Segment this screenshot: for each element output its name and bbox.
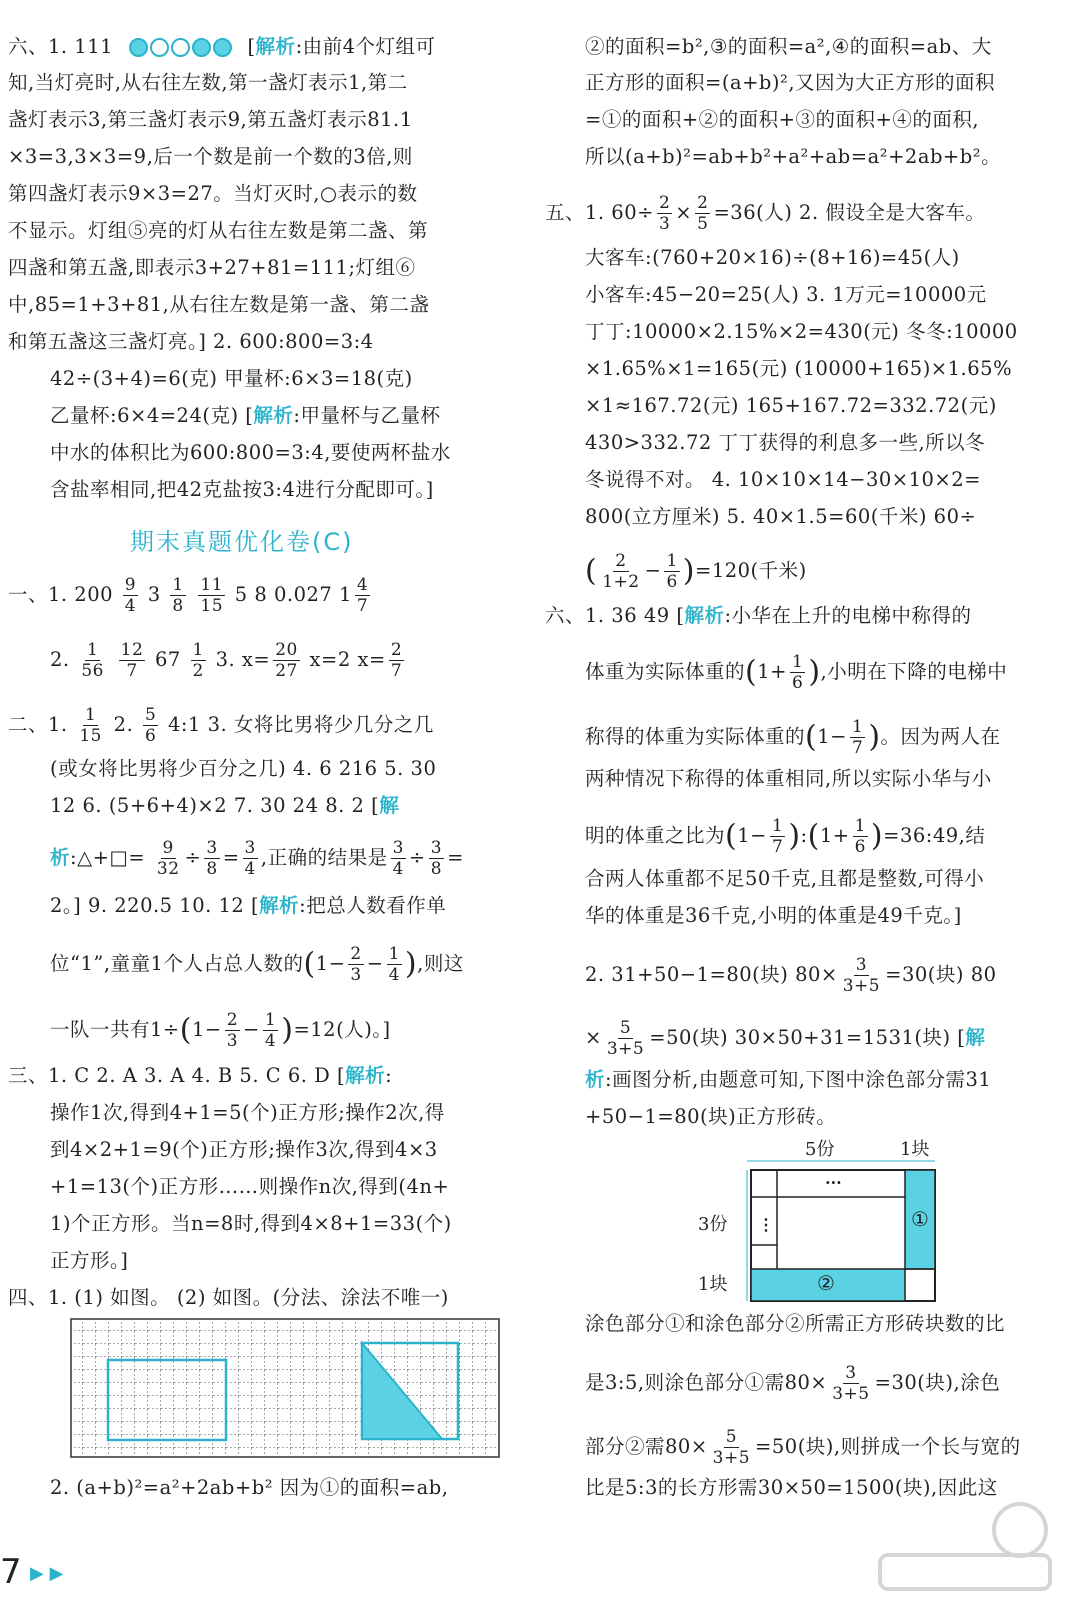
- answer-line: 五、1. 60÷ $\frac{2}{3}$ × $\frac{2}{5}$ =36(人) 2. 假设全是大客车。: [545, 193, 986, 234]
- answer-line: 到4×2+1=9(个)正方形;操作3次,得到4×3: [50, 1138, 438, 1161]
- answer-line: 2. 31+50−1=80(块) 80× $\frac{3}{3+5}$ =30(块) 80: [585, 955, 997, 996]
- answer-line: 称得的体重为实际体重的(1− $\frac{1}{7}$ )。因为两人在: [585, 717, 1001, 758]
- watermark-box-icon: [880, 1555, 1050, 1589]
- answer-line: =①的面积+②的面积+③的面积+④的面积,: [585, 108, 980, 131]
- answer-line: 知,当灯亮时,从右往左数,第一盏灯表示1,第二: [8, 71, 408, 94]
- answer-line: 析:画图分析,由题意可知,下图中涂色部分需31: [585, 1068, 992, 1091]
- answer-line: 六、1. 36 49 [解析:小华在上升的电梯中称得的: [545, 604, 972, 627]
- answer-line: 涂色部分①和涂色部分②所需正方形砖块数的比: [585, 1312, 1006, 1335]
- answer-line: 2. (a+b)²=a²+2ab+b² 因为①的面积=ab,: [50, 1476, 449, 1499]
- answer-line: +1=13(个)正方形……则操作n次,得到(4n+: [50, 1175, 450, 1198]
- answer-line: 三、1. C 2. A 3. A 4. B 5. C 6. D [解析:: [8, 1064, 393, 1087]
- section-title: 期末真题优化卷(C): [130, 528, 354, 556]
- answer-line: 四盏和第五盏,即表示3+27+81=111;灯组⑥: [8, 256, 416, 279]
- answer-line: × $\frac{5}{3+5}$ =50(块) 30×50+31=1531(块) [解: [585, 1018, 986, 1059]
- answer-line: 二、1. $\frac{1}{15}$ 2. $\frac{5}{6}$ 4:1 3. 女将比男将少几分之几: [8, 705, 434, 746]
- answer-line: 明的体重之比为(1− $\frac{1}{7}$ ):(1+ $\frac{1}{6}$ )=36:49,结: [585, 816, 986, 857]
- answer-line: 六、1. 111 [解析:由前4个灯组可: [8, 35, 436, 58]
- answer-line: 大客车:(760+20×16)÷(8+16)=45(人): [585, 246, 960, 269]
- answer-line: 位“1”,童童1个人占总人数的(1− $\frac{2}{3}$ − $\frac{1}{4}$ ),则这: [50, 944, 464, 985]
- answer-line: 2. $\frac{1}{56}$ $\frac{12}{7}$ 67 $\frac{1}{2}$ 3. x= $\frac{20}{27}$ x=2 x= $\frac{2}{7}$: [50, 640, 403, 681]
- answer-line: 正方形的面积=(a+b)²,又因为大正方形的面积: [585, 71, 996, 94]
- answer-line: 华的体重是36千克,小明的体重是49千克。]: [585, 904, 962, 927]
- answer-line: ×3=3,3×3=9,后一个数是前一个数的3倍,则: [8, 145, 413, 168]
- answer-line: 体重为实际体重的(1+ $\frac{1}{6}$ ),小明在下降的电梯中: [585, 652, 1008, 693]
- answer-line: 是3:5,则涂色部分①需80× $\frac{3}{3+5}$ =30(块),涂色: [585, 1363, 1001, 1404]
- answer-line: 一、1. 200 $\frac{9}{4}$ 3 $\frac{1}{8}$ $\frac{11}{15}$ 5 8 0.027 1 $\frac{4}{7}$: [8, 575, 369, 616]
- tile-diagram: [695, 1135, 1055, 1305]
- answer-line: 小客车:45−20=25(人) 3. 1万元=10000元: [585, 283, 987, 306]
- light-on-icon: [213, 38, 232, 57]
- answer-line: ②的面积=b²,③的面积=a²,④的面积=ab、大: [585, 35, 992, 58]
- light-group: [128, 35, 240, 58]
- watermark-ring-icon: [994, 1504, 1046, 1556]
- answer-line: ×1≈167.72(元) 165+167.72=332.72(元): [585, 394, 997, 417]
- answer-line: 430>332.72 丁丁获得的利息多一些,所以冬: [585, 431, 986, 454]
- answer-line: 42÷(3+4)=6(克) 甲量杯:6×3=18(克): [50, 367, 413, 390]
- answer-line: 含盐率相同,把42克盐按3:4进行分配即可。]: [50, 478, 434, 501]
- answer-line: 操作1次,得到4+1=5(个)正方形;操作2次,得: [50, 1101, 445, 1124]
- answer-line: 盏灯表示3,第三盏灯表示9,第五盏灯表示81.1: [8, 108, 413, 131]
- answer-line: 2。] 9. 220.5 10. 12 [解析:把总人数看作单: [50, 894, 447, 917]
- dots-vertical: ⋮: [758, 1215, 774, 1234]
- dots-horizontal: ···: [825, 1173, 842, 1192]
- answer-line: 12 6. (5+6+4)×2 7. 30 24 8. 2 [解: [50, 794, 400, 817]
- answer-line: 析:△+□= $\frac{9}{32}$ ÷ $\frac{3}{8}$ = $\frac{3}{4}$ ,正确的结果是 $\frac{3}{4}$ ÷ $\frac{3}{8}$ =: [50, 838, 464, 879]
- light-on-icon: [192, 38, 211, 57]
- region-2-label: ②: [817, 1271, 835, 1295]
- answer-line: 和第五盏这三盏灯亮。] 2. 600:800=3:4: [8, 330, 374, 353]
- answer-line: 第四盏灯表示9×3=27。当灯灭时,○表示的数: [8, 182, 418, 205]
- page-arrows-icon: ▶ ▶: [30, 1563, 64, 1584]
- watermark-logo: [870, 1500, 1060, 1595]
- answer-line: 比是5:3的长方形需30×50=1500(块),因此这: [585, 1476, 998, 1499]
- answer-line: 所以(a+b)²=ab+b²+a²+ab=a²+2ab+b²。: [585, 145, 1002, 168]
- answer-line: 两种情况下称得的体重相同,所以实际小华与小: [585, 767, 992, 790]
- label-1-block-top: 1块: [900, 1139, 930, 1160]
- answer-line: (或女将比男将少百分之几) 4. 6 216 5. 30: [50, 757, 437, 780]
- grid-figure: [70, 1318, 500, 1458]
- answer-line: 中,85=1+3+81,从右往左数是第一盏、第二盏: [8, 293, 430, 316]
- answer-line: 中水的体积比为600:800=3:4,要使两杯盐水: [50, 441, 451, 464]
- region-1-label: ①: [911, 1207, 929, 1231]
- page-number: 7: [0, 1552, 22, 1592]
- answer-line: 乙量杯:6×4=24(克) [解析:甲量杯与乙量杯: [50, 404, 441, 427]
- answer-line: 冬说得不对。 4. 10×10×14−30×10×2=: [585, 468, 982, 491]
- answer-line: 一队一共有1÷(1− $\frac{2}{3}$ − $\frac{1}{4}$ )=12(人)。]: [50, 1010, 391, 1051]
- light-off-icon: [171, 38, 190, 57]
- label-3-parts: 3份: [698, 1214, 728, 1235]
- answer-line: 部分②需80× $\frac{5}{3+5}$ =50(块),则拼成一个长与宽的: [585, 1427, 1021, 1468]
- light-off-icon: [150, 38, 169, 57]
- answer-line: 800(立方厘米) 5. 40×1.5=60(千米) 60÷: [585, 505, 977, 528]
- label-1-block-side: 1块: [698, 1274, 728, 1295]
- answer-line: 四、1. (1) 如图。 (2) 如图。(分法、涂法不唯一): [8, 1286, 449, 1309]
- answer-line: 丁丁:10000×2.15%×2=430(元) 冬冬:10000: [585, 320, 1018, 343]
- answer-line: 不显示。灯组⑤亮的灯从右往左数是第二盏、第: [8, 219, 429, 242]
- answer-line: 1)个正方形。当n=8时,得到4×8+1=33(个): [50, 1212, 452, 1235]
- answer-line: 合两人体重都不足50千克,且都是整数,可得小: [585, 867, 985, 890]
- answer-line: ( $\frac{2}{1+2}$ − $\frac{1}{6}$ )=120(千米): [585, 551, 807, 592]
- answer-line: +50−1=80(块)正方形砖。: [585, 1105, 837, 1128]
- answer-line: ×1.65%×1=165(元) (10000+165)×1.65%: [585, 357, 1013, 380]
- label-5-parts: 5份: [805, 1139, 835, 1160]
- light-on-icon: [129, 38, 148, 57]
- answer-line: 正方形。]: [50, 1249, 129, 1272]
